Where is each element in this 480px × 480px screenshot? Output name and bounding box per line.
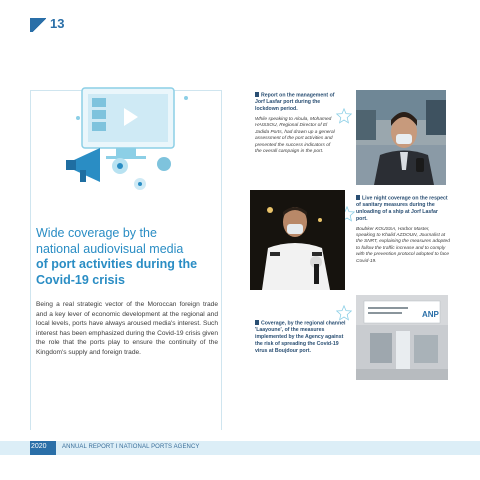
report-2-title	[356, 195, 450, 223]
media-illustration	[60, 78, 210, 198]
report-1-description: While speaking to Aloula, Mohamed HAISSOU, Regional Director of El Jadida Ports, had drawn up a general assessment of the port activities and presented the success indicators of the overall campaign in the port.	[255, 116, 335, 155]
report-2-description: Boubker KOUSSA, Harbor Master, speaking to Khalid AZDOUN, Journalist at the SNRT, explaining the measures adopted to follow the traffic increase and to comply with the prevention protocol adopted to face Covid-19.	[356, 226, 450, 264]
heading-line-4: Covid-19 crisis	[36, 272, 125, 287]
report-1	[255, 92, 337, 156]
report-3	[255, 320, 349, 354]
photo-director-interview	[356, 90, 446, 185]
page-number-marker	[30, 18, 46, 32]
section-heading	[36, 226, 216, 289]
heading-line-2: national audiovisual media	[36, 241, 184, 256]
star-icon	[336, 305, 352, 321]
report-1-title	[255, 92, 337, 113]
star-icon	[336, 108, 352, 124]
report-1-title-text: Report on the management of Jorf Lasfar port during the lockdown period.	[255, 92, 335, 112]
report-2	[356, 195, 450, 265]
report-3-title	[255, 320, 349, 354]
body-paragraph: Being a real strategic vector of the Moroccan foreign trade and a key lever of economic development at the regional and local levels, ports have always aroused media's interest. Such interest has been emphasized during the Covid-19 crisis given the role that the ports play to ensure the continuity of the Kingdom's supply and foreign trade.	[36, 301, 218, 356]
photo-harbor-master-interview	[250, 190, 345, 290]
footer-text: ANNUAL REPORT I NATIONAL PORTS AGENCY	[62, 444, 200, 450]
report-marker	[356, 195, 360, 200]
photo-boujdour-port-office	[356, 295, 448, 380]
page-number: 13	[50, 16, 65, 31]
footer-year: 2020	[31, 443, 47, 450]
report-marker	[255, 320, 259, 325]
report-marker	[255, 92, 259, 97]
report-3-title-text: Coverage, by the regional channel 'Laayoune', of the measures implemented by the Agency against the risk of spreading the Covid-19 virus at Boujdour port.	[255, 320, 346, 354]
heading-line-3: of port activities during the	[36, 257, 198, 272]
report-2-title-text: Live night coverage on the respect of sanitary measures during the unloading of a ship at Jorf Lasfar port.	[356, 195, 448, 222]
heading-line-1: Wide coverage by the	[36, 226, 157, 240]
anp-sign-text: ANP	[422, 310, 439, 319]
